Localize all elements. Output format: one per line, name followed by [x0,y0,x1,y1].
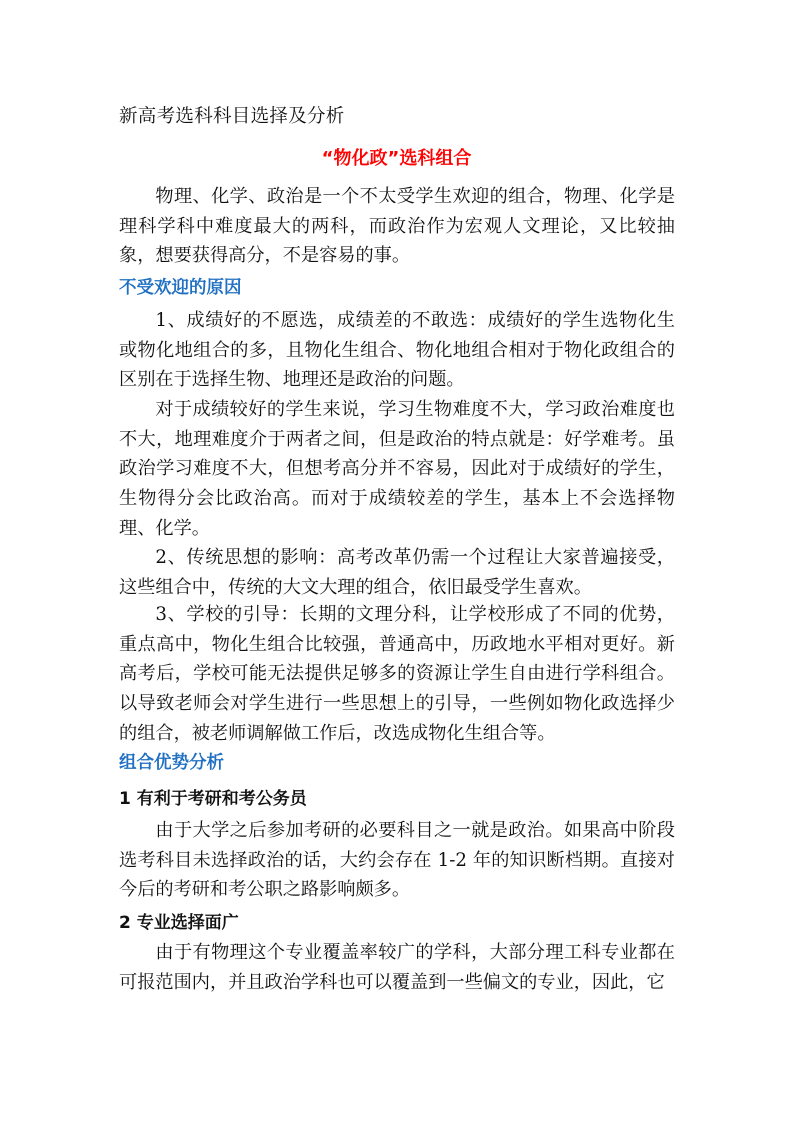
section-title: “物化政”选科组合 [321,148,472,169]
reason-3-paragraph: 3、学校的引导：长期的文理分科，让学校形成了不同的优势，重点高中，物化生组合比较强，普通高中，历政地水平相对更好。新高考后，学校可能无法提供足够多的资源让学生自由进行学科组合。以导致老师会对学生进行一些思想上的引导，一些例如物化政选择少的组合，被老师调解做工作后，改选成物化生组合等。 [119,604,675,744]
advantage-1-heading: 1 有利于考研和考公务员 [119,789,307,809]
intro-paragraph: 物理、化学、政治是一个不太受学生欢迎的组合，物理、化学是理科学科中难度最大的两科，而政治作为宏观人文理论，又比较抽象，想要获得高分，不是容易的事。 [119,186,675,267]
reason-1-paragraph: 1、成绩好的不愿选，成绩差的不敢选：成绩好的学生选物化生或物化地组合的多，且物化生组合、物化地组合相对于物化政组合的区别在于选择生物、地理还是政治的问题。 [119,310,675,391]
advantages-heading: 组合优势分析 [119,753,224,773]
reason-1-detail-paragraph: 对于成绩较好的学生来说，学习生物难度不大，学习政治难度也不大，地理难度介于两者之间，但是政治的特点就是：好学难考。虽政治学习难度不大，但想考高分并不容易，因此对于成绩好的学生，生物得分会比政治高。而对于成绩较差的学生，基本上不会选择物理、化学。 [119,399,675,539]
advantage-2-heading: 2 专业选择面广 [119,913,239,933]
reason-2-paragraph: 2、传统思想的影响：高考改革仍需一个过程让大家普遍接受，这些组合中，传统的大文大理的组合，依旧最受学生喜欢。 [119,547,675,598]
unpopular-reasons-heading: 不受欢迎的原因 [119,278,242,298]
document-title: 新高考选科科目选择及分析 [119,106,345,127]
advantage-2-paragraph: 由于有物理这个专业覆盖率较广的学科，大部分理工科专业都在可报范围内，并且政治学科也可以覆盖到一些偏文的专业，因此，它 [119,942,675,993]
advantage-1-paragraph: 由于大学之后参加考研的必要科目之一就是政治。如果高中阶段选考科目未选择政治的话，大约会存在 1-2 年的知识断档期。直接对今后的考研和考公职之路影响颇多。 [119,820,675,901]
